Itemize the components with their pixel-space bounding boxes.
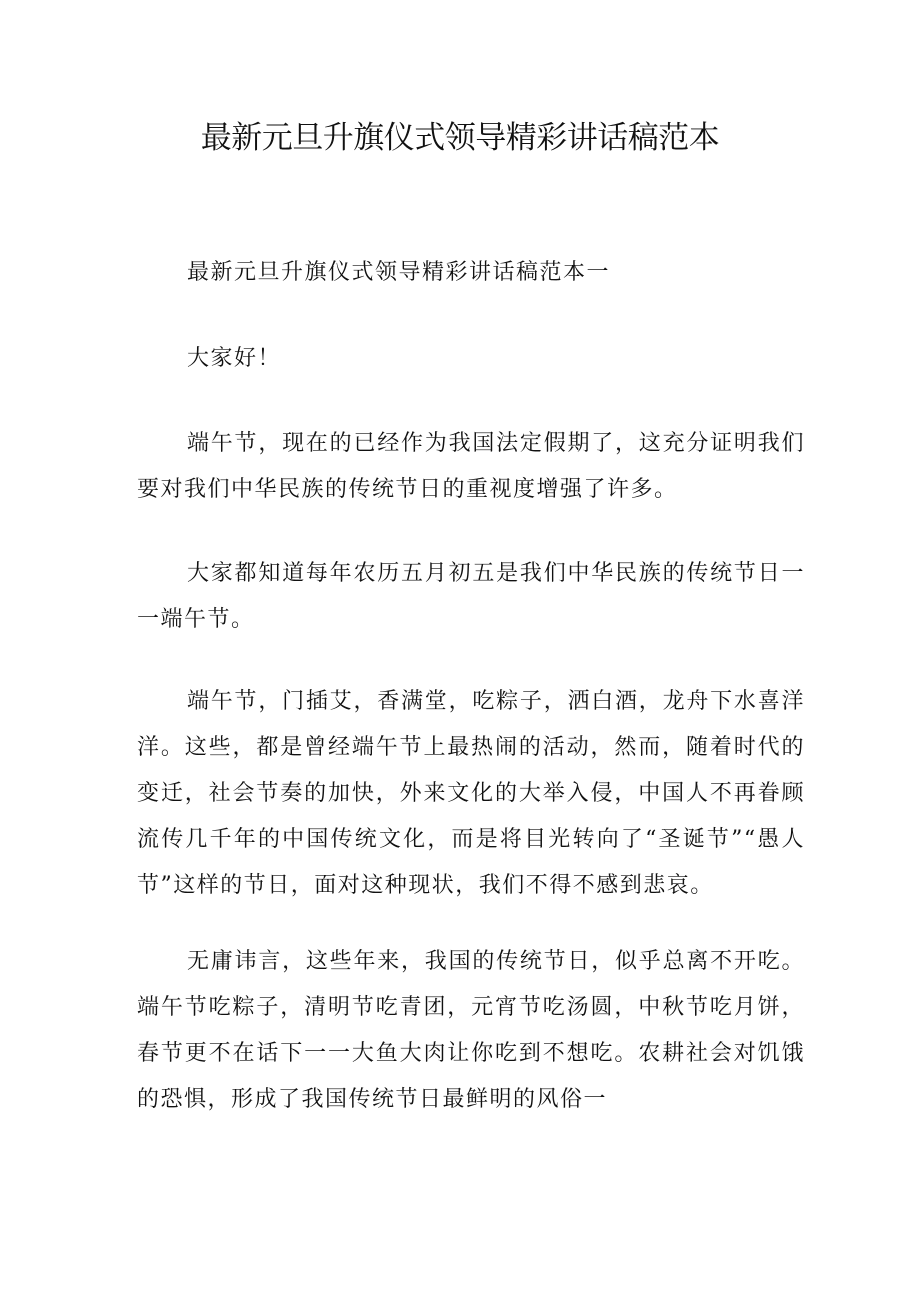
body-paragraph: 无庸讳言，这些年来，我国的传统节日，似乎总离不开吃。端午节吃粽子，清明节吃青团，元宵节吃汤圆，中秋节吃月饼，春节更不在话下一一大鱼大肉让你吃到不想吃。农耕社会对饥饿的恐惧，形成了我国传统节日最鲜明的风俗一: [137, 949, 805, 1112]
body-paragraph: 端午节，门插艾，香满堂，吃粽子，洒白酒，龙舟下水喜洋洋。这些，都是曾经端午节上最热闹的活动，然而，随着时代的变迁，社会节奏的加快，外来文化的大举入侵，中国人不再眷顾流传几千年的中国传统文化，而是将目光转向了“圣诞节”“愚人节”这样的节日，面对这种现状，我们不得不感到悲哀。: [137, 689, 805, 898]
greeting-paragraph: 大家好！: [187, 346, 282, 371]
document-title: 最新元旦升旗仪式领导精彩讲话稿范本: [200, 120, 720, 156]
body-paragraph: 端午节，现在的已经作为我国法定假期了，这充分证明我们要对我们中华民族的传统节日的重视度增强了许多。: [137, 431, 805, 502]
body-paragraph: 大家都知道每年农历五月初五是我们中华民族的传统节日一一端午节。: [137, 561, 805, 632]
section-heading: 最新元旦升旗仪式领导精彩讲话稿范本一: [187, 260, 611, 285]
